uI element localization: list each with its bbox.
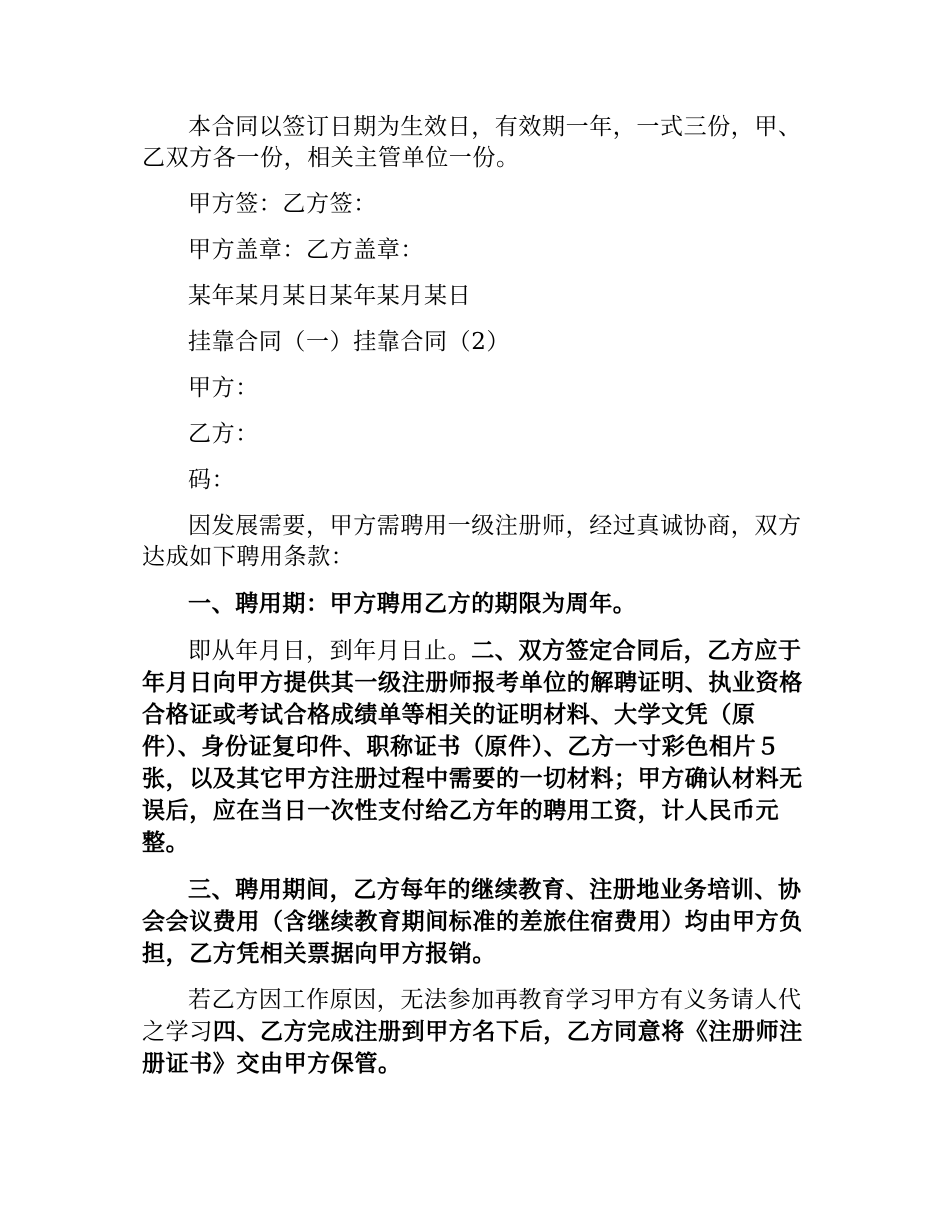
text-segment: 因发展需要，甲方需聘用一级注册师，经过真诚协商，双方达成如下聘用条款：: [142, 513, 802, 570]
paragraph-code: [142, 465, 814, 496]
text-segment: 甲方：: [188, 375, 259, 401]
text-segment-bold: 四、乙方完成注册到甲方名下后，乙方同意将《注册师注册证书》交由甲方保管。: [142, 1018, 803, 1077]
text-segment-bold: 三、聘用期间，乙方每年的继续教育、注册地业务培训、协会会议费用（含继续教育期间标准的差旅住宿费用）均由甲方负担，乙方凭相关票据向甲方报销。: [142, 876, 803, 967]
paragraph-party-b: [142, 419, 814, 450]
paragraph-contract-title: [142, 327, 814, 358]
text-segment: 甲方签：乙方签：: [188, 191, 377, 217]
paragraph-clause-4: [142, 985, 814, 1080]
text-segment: 即从年月日，到年月日止。: [188, 638, 472, 664]
paragraph-effective-date: [142, 112, 814, 174]
paragraph-preamble: [142, 511, 814, 573]
text-segment: 若乙方因工作原因，无法参加再教育学习甲方有义务请人代之学习: [142, 987, 802, 1045]
paragraph-dates: [142, 281, 814, 312]
paragraph-party-a: [142, 373, 814, 404]
text-segment: 某年某月某日某年某月某日: [188, 283, 472, 309]
text-segment-bold: 二、双方签定合同后，乙方应于年月日向甲方提供其一级注册师报考单位的解聘证明、执业资格合格证或考试合格成绩单等相关的证明材料、大学文凭（原件）、身份证复印件、职称证书（原件）、乙方一寸彩色相片５张，以及其它甲方注册过程中需要的一切材料；甲方确认材料无误后，应在当日一次性支付给乙方年的聘用工资，计人民币元整。: [142, 637, 803, 856]
paragraph-seals: [142, 235, 814, 266]
text-segment: 乙方：: [188, 421, 259, 447]
paragraph-clause-2: [142, 635, 814, 859]
text-segment: 挂靠合同（一）挂靠合同（2）: [188, 329, 511, 355]
document-body: [142, 112, 814, 1095]
paragraph-signatures: [142, 189, 814, 220]
text-segment: 码：: [188, 467, 236, 493]
paragraph-clause-3: [142, 874, 814, 970]
text-segment-bold: 一、聘用期：甲方聘用乙方的期限为周年。: [188, 590, 637, 617]
text-segment: 甲方盖章：乙方盖章：: [188, 237, 424, 263]
text-segment: 本合同以签订日期为生效日，有效期一年，一式三份，甲、乙双方各一份，相关主管单位一份。: [142, 114, 802, 171]
paragraph-clause-1: [142, 588, 814, 620]
